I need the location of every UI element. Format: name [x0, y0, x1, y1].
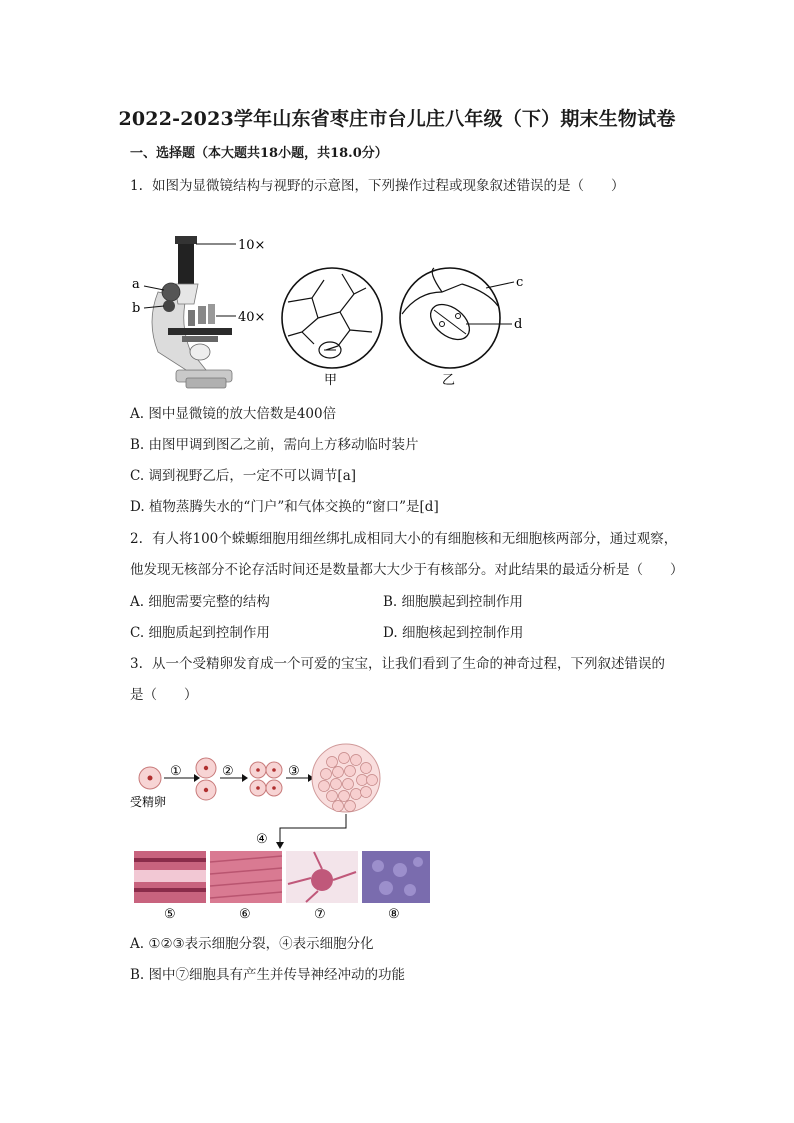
- tissue-7-image: [286, 851, 358, 903]
- option-label: A.: [130, 406, 145, 422]
- option-label: D.: [383, 625, 398, 641]
- label-b: b: [132, 301, 141, 316]
- tissue-7-label: ⑦: [314, 907, 326, 922]
- question-text: 有人将100个蝾螈细胞用细丝绑扎成相同大小的有细胞核和无细胞核两部分，通过观察，: [152, 531, 678, 547]
- zygote-label: 受精卵: [130, 795, 167, 809]
- option-label: B.: [383, 594, 398, 610]
- microscope-drawing: [152, 236, 232, 388]
- question-2-stem-line1: [130, 529, 677, 549]
- q2-option-c[interactable]: [130, 625, 270, 641]
- option-text: 细胞核起到控制作用: [401, 625, 524, 641]
- question-3-stem-line1: [130, 654, 665, 674]
- option-label: C.: [130, 468, 145, 484]
- label-a: a: [132, 277, 140, 292]
- step-1: ①: [170, 764, 182, 779]
- tissue-5-label: ⑤: [164, 907, 176, 922]
- option-label: D.: [130, 499, 145, 515]
- tissue-8-label: ⑧: [388, 907, 400, 922]
- view-jia: [282, 268, 382, 368]
- option-label: B.: [130, 967, 145, 983]
- question-1-stem: [130, 176, 625, 196]
- option-label: B.: [130, 437, 145, 453]
- option-text: 图中显微镜的放大倍数是400倍: [148, 406, 337, 422]
- eyepiece-label: 10×: [238, 238, 266, 253]
- development-figure: [128, 740, 438, 925]
- tissue-6-image: [210, 851, 282, 903]
- view-yi: [400, 268, 500, 368]
- question-text: 如图为显微镜结构与视野的示意图，下列操作过程或现象叙述错误的是（ ）: [152, 178, 625, 194]
- step-3: ③: [288, 764, 300, 779]
- label-c: c: [516, 275, 524, 290]
- section-heading: 一、选择题（本大题共18小题，共18.0分）: [130, 146, 388, 161]
- q2-options-row1: [130, 592, 650, 612]
- option-text: 植物蒸腾失水的“门户”和气体交换的“窗口”是[d]: [148, 499, 439, 515]
- microscope-figure: [128, 232, 538, 392]
- question-number: 1.: [130, 178, 143, 194]
- option-label: C.: [130, 625, 145, 641]
- step-4: ④: [256, 832, 268, 847]
- view-jia-label: 甲: [324, 373, 338, 388]
- option-text: 图中⑦细胞具有产生并传导神经冲动的功能: [148, 967, 406, 983]
- tissue-6-label: ⑥: [239, 907, 251, 922]
- q1-option-a[interactable]: [130, 404, 336, 424]
- q2-option-b[interactable]: [383, 592, 523, 612]
- q1-option-b[interactable]: [130, 435, 419, 455]
- tissue-8-image: [362, 851, 430, 903]
- q3-option-b[interactable]: [130, 965, 405, 985]
- page-title: 2022-2023学年山东省枣庄市台儿庄八年级（下）期末生物试卷: [118, 108, 676, 130]
- q3-option-a[interactable]: [130, 934, 374, 954]
- option-text: 细胞质起到控制作用: [148, 625, 270, 641]
- q1-option-d[interactable]: [130, 497, 439, 517]
- q2-options-row2: [130, 623, 650, 643]
- question-3-stem-line2: 是（ ）: [130, 687, 198, 703]
- option-label: A.: [130, 936, 145, 952]
- option-text: 细胞膜起到控制作用: [401, 594, 524, 610]
- view-yi-label: 乙: [442, 373, 456, 388]
- option-text: 调到视野乙后，一定不可以调节[a]: [148, 468, 357, 484]
- question-number: 2.: [130, 531, 143, 547]
- q1-option-c[interactable]: [130, 466, 356, 486]
- objective-label: 40×: [238, 310, 266, 325]
- option-text: ①②③表示细胞分裂，④表示细胞分化: [148, 936, 374, 952]
- tissue-5-image: [134, 851, 206, 903]
- step-2: ②: [222, 764, 234, 779]
- question-number: 3.: [130, 656, 143, 672]
- option-text: 细胞需要完整的结构: [148, 594, 270, 610]
- option-label: A.: [130, 594, 145, 610]
- option-text: 由图甲调到图乙之前，需向上方移动临时装片: [148, 437, 419, 453]
- q2-option-a[interactable]: [130, 594, 270, 610]
- question-text: 从一个受精卵发育成一个可爱的宝宝，让我们看到了生命的神奇过程，下列叙述错误的: [152, 656, 665, 672]
- question-2-stem-line2: 他发现无核部分不论存活时间还是数量都大大少于有核部分。对此结果的最适分析是（ ）: [130, 562, 684, 578]
- q2-option-d[interactable]: [383, 623, 523, 643]
- label-d: d: [514, 317, 523, 332]
